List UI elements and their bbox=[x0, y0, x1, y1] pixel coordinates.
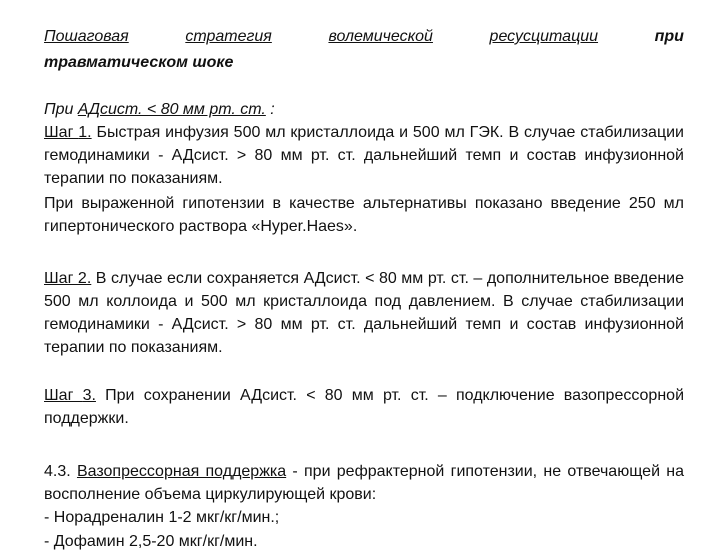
condition-suffix: : bbox=[265, 101, 275, 118]
section-heading: Вазопрессорная поддержка bbox=[76, 463, 287, 480]
condition-prefix: При bbox=[44, 101, 78, 118]
step-1-text: Быстрая инфузия 500 мл кристаллоида и 500 мл ГЭК. В случае стабилизации гемодинамики - АДсист. > 80 мм рт. ст. дальнейший темп и состав инфузионной терапии по показаниям. bbox=[44, 124, 684, 187]
title-line-1 bbox=[44, 24, 684, 50]
title-word: ресусцитации bbox=[489, 28, 599, 45]
section-paragraph bbox=[44, 460, 684, 506]
step-3-paragraph bbox=[44, 384, 684, 430]
step-3-block bbox=[44, 384, 684, 430]
step-1-label: Шаг 1. bbox=[44, 124, 92, 141]
step-1-paragraph bbox=[44, 121, 684, 190]
title-word: при bbox=[654, 28, 684, 45]
step-1-note: При выраженной гипотензии в качестве альтернативы показано введение 250 мл гипертонического раствора «Hyper.Haes». bbox=[44, 195, 684, 235]
step-2-paragraph bbox=[44, 267, 684, 359]
step-3-label: Шаг 3. bbox=[44, 387, 96, 404]
list-item-partial: - Дофамин 2,5-20 мкг/кг/мин. bbox=[44, 533, 258, 550]
condition-line bbox=[44, 98, 684, 121]
title-line-2: травматическом шоке bbox=[44, 54, 234, 71]
list-item: - Норадреналин 1-2 мкг/кг/мин.; bbox=[44, 509, 280, 526]
section-4-3-block bbox=[44, 460, 684, 529]
step-2-label: Шаг 2. bbox=[44, 270, 92, 287]
section-number: 4.3. bbox=[44, 463, 77, 480]
step-2-block bbox=[44, 267, 684, 359]
condition-value: АДсист. < 80 мм рт. ст. bbox=[77, 101, 266, 118]
title-word: волемической bbox=[328, 28, 433, 45]
title-word: Пошаговая bbox=[44, 28, 129, 45]
title-word: стратегия bbox=[185, 28, 272, 45]
step-3-text: При сохранении АДсист. < 80 мм рт. ст. – подключение вазопрессорной поддержки. bbox=[44, 387, 685, 427]
step-2-text: В случае если сохраняется АДсист. < 80 мм рт. ст. – дополнительное введение 500 мл коллоида и 500 мл кристаллоида под давлением. В случае стабилизации гемодинамики - АДсист. > 80 мм рт. ст. дальнейший темп и состав инфузионной терапии по показаниям. bbox=[44, 270, 685, 356]
step-1-block bbox=[44, 98, 684, 238]
section-text: - при рефрактерной гипотензии, не отвечающей на восполнение объема циркулирующей крови: bbox=[44, 463, 685, 503]
document-page bbox=[44, 0, 685, 550]
document-title bbox=[44, 24, 684, 76]
